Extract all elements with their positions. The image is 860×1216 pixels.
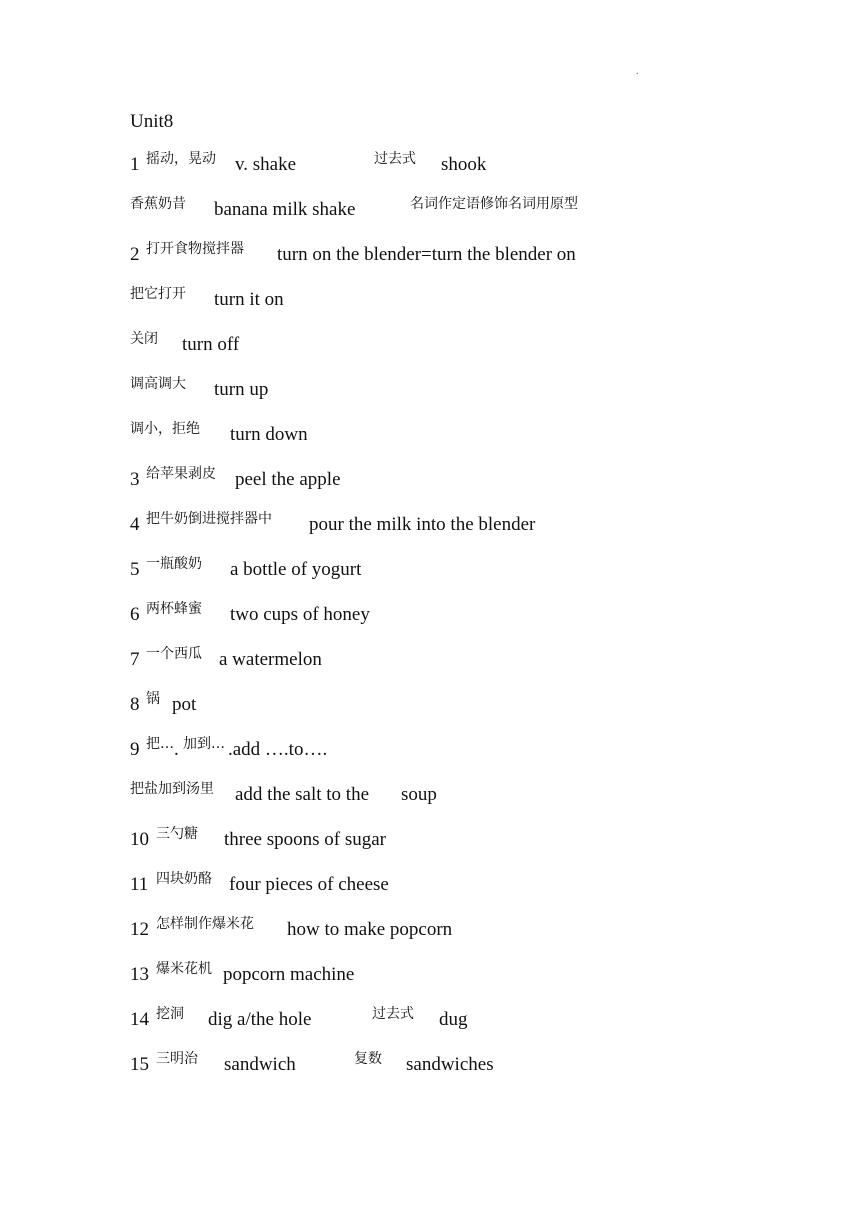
english-term: popcorn machine — [223, 964, 355, 985]
english-term: dig a/the hole — [208, 1009, 312, 1030]
vocab-line — [130, 778, 830, 808]
vocab-line — [130, 913, 830, 943]
english-extra: soup — [401, 784, 437, 805]
item-number: 7 — [130, 649, 140, 670]
chinese-term: 把牛奶倒进搅拌器中 — [146, 511, 272, 527]
chinese-term: 摇动，晃动 — [146, 151, 216, 167]
vocab-line — [130, 958, 830, 988]
english-term: turn off — [182, 334, 240, 355]
vocab-line — [130, 238, 830, 268]
english-term: add the salt to the — [235, 784, 370, 805]
english-term: a watermelon — [219, 649, 322, 670]
item-number: 8 — [130, 694, 140, 715]
chinese-term: 一瓶酸奶 — [146, 556, 202, 572]
chinese-term: 一个西瓜 — [146, 646, 202, 662]
english-term: turn on the blender=turn the blender on — [277, 244, 576, 265]
vocab-line — [130, 193, 830, 223]
corner-mark: . — [636, 66, 639, 77]
chinese-note: 加到… — [183, 736, 225, 752]
chinese-note: 名词作定语修饰名词用原型 — [410, 196, 578, 212]
item-number: 13 — [130, 964, 149, 985]
vocab-line — [130, 643, 830, 673]
english-term: pot — [172, 694, 197, 715]
chinese-term: 三明治 — [156, 1051, 198, 1067]
item-number: 11 — [130, 874, 149, 895]
vocab-line — [130, 328, 830, 358]
vocab-line — [130, 283, 830, 313]
english-term: peel the apple — [235, 469, 341, 490]
english-term: v. shake — [235, 154, 297, 175]
english-term: three spoons of sugar — [224, 829, 386, 850]
item-number: 6 — [130, 604, 140, 625]
english-term: turn down — [230, 424, 308, 445]
chinese-term: 三勺糖 — [156, 826, 198, 842]
item-number: 4 — [130, 514, 140, 535]
item-number: 5 — [130, 559, 140, 580]
vocab-line — [130, 733, 830, 763]
vocab-line — [130, 823, 830, 853]
item-number: 1 — [130, 154, 140, 175]
chinese-term: 怎样制作爆米花 — [156, 916, 254, 932]
vocab-line — [130, 148, 830, 178]
vocab-line — [130, 463, 830, 493]
english-term: four pieces of cheese — [229, 874, 389, 895]
english-term: a bottle of yogurt — [230, 559, 362, 580]
chinese-note: 复数 — [354, 1051, 382, 1067]
item-number: 12 — [130, 919, 149, 940]
chinese-term: 爆米花机 — [156, 961, 212, 977]
english-term: turn up — [214, 379, 269, 400]
chinese-term: 打开食物搅拌器 — [146, 241, 244, 257]
item-number: 14 — [130, 1009, 149, 1030]
vocab-line — [130, 868, 830, 898]
item-number: 10 — [130, 829, 149, 850]
english-term: how to make popcorn — [287, 919, 453, 940]
chinese-note: 过去式 — [374, 151, 416, 167]
chinese-term: 四块奶酪 — [156, 871, 212, 887]
item-number: 2 — [130, 244, 140, 265]
chinese-term: 调小，拒绝 — [130, 421, 200, 437]
chinese-term: 把… — [146, 736, 174, 752]
english-extra: shook — [441, 154, 487, 175]
english-term: turn it on — [214, 289, 284, 310]
item-number: 9 — [130, 739, 140, 760]
chinese-term: 挖洞 — [156, 1006, 184, 1022]
chinese-note: 过去式 — [372, 1006, 414, 1022]
english-term: sandwich — [224, 1054, 296, 1075]
chinese-term: 调高调大 — [130, 376, 186, 392]
vocab-line — [130, 688, 830, 718]
item-number: 15 — [130, 1054, 149, 1075]
english-term: two cups of honey — [230, 604, 370, 625]
vocab-line — [130, 1003, 830, 1033]
item-number: 3 — [130, 469, 140, 490]
vocab-line — [130, 508, 830, 538]
vocab-line — [130, 418, 830, 448]
english-extra: .add ….to…. — [228, 739, 328, 760]
vocab-line — [130, 373, 830, 403]
chinese-term: 把它打开 — [130, 286, 186, 302]
english-term: pour the milk into the blender — [309, 514, 536, 535]
page-title: Unit8 — [130, 111, 174, 132]
chinese-term: 关闭 — [130, 331, 158, 347]
chinese-term: 把盐加到汤里 — [130, 781, 214, 797]
chinese-term: 两杯蜂蜜 — [146, 601, 202, 617]
english-term: . — [174, 739, 179, 760]
chinese-term: 锅 — [146, 691, 160, 707]
vocab-line — [130, 553, 830, 583]
chinese-term: 给苹果剥皮 — [146, 466, 216, 482]
english-extra: sandwiches — [406, 1054, 494, 1075]
vocab-line — [130, 598, 830, 628]
english-extra: dug — [439, 1009, 468, 1030]
english-term: banana milk shake — [214, 199, 356, 220]
chinese-term: 香蕉奶昔 — [130, 196, 186, 212]
vocab-line — [130, 1048, 830, 1078]
